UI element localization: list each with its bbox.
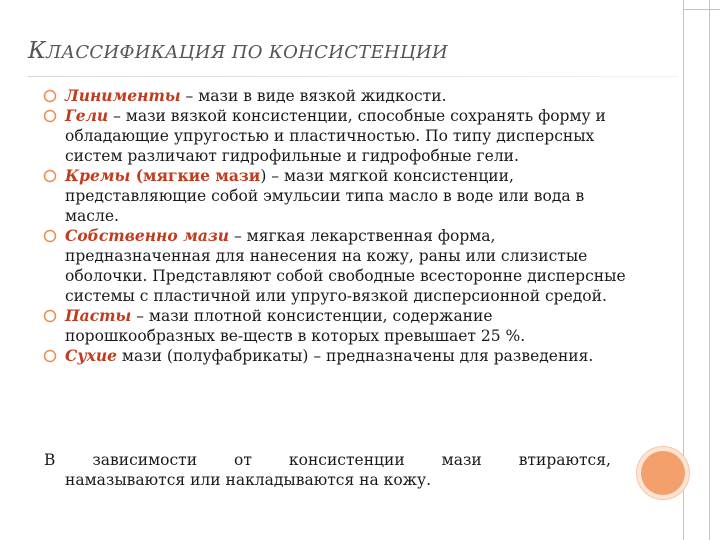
bullet-circle-icon: [43, 89, 57, 103]
term-soft-ointments: (мягкие мази: [130, 166, 261, 185]
list-item: [44, 166, 634, 226]
closing-word: втираются,: [518, 451, 611, 469]
item-text: – мази в виде вязкой жидкости.: [180, 87, 447, 105]
list-item: [44, 106, 634, 166]
term-dry: Сухие: [65, 346, 117, 365]
term-ointments-proper: Собственно мази: [65, 226, 230, 245]
list-item: [44, 306, 634, 346]
closing-word: В: [44, 451, 56, 469]
list-item: [44, 86, 634, 106]
closing-line-2: намазываются или накладываются на кожу.: [65, 471, 431, 489]
title-rest: ЛАССИФИКАЦИЯ ПО КОНСИСТЕНЦИИ: [46, 42, 448, 63]
item-text: мази (полуфабрикаты) – предназначены для разведения.: [116, 347, 594, 365]
closing-line-1: [44, 450, 611, 470]
title-first-letter: К: [28, 38, 47, 64]
bullet-circle-icon: [43, 169, 57, 183]
item-text: ) – мази мягкой консистенции, представляющие собой эмульсии типа масло в воде или вода в масле.: [65, 167, 585, 225]
term-creams: Кремы: [65, 166, 131, 185]
decorative-circle: [641, 451, 685, 495]
item-text: – мази вязкой консистенции, способные сохранять форму и обладающие упругостью и пластичностью. По типу дисперсных систем различают гидрофильные и гидрофобные гели.: [65, 107, 606, 165]
bullet-circle-icon: [43, 229, 57, 243]
title-underline: [28, 76, 678, 77]
closing-word: зависимости: [92, 451, 198, 469]
closing-word: от: [234, 451, 252, 469]
frame-line-top: [683, 9, 720, 10]
term-liniments: Линименты: [65, 86, 181, 105]
list-item: [44, 226, 634, 306]
bullet-circle-icon: [43, 109, 57, 123]
classification-list: [44, 86, 634, 366]
frame-line-right: [709, 0, 710, 540]
frame-line-left: [683, 0, 684, 540]
term-pastes: Пасты: [65, 306, 132, 325]
term-gels: Гели: [65, 106, 109, 125]
item-text: – мази плотной консистенции, содержание порошкообразных ве-ществ в которых превышает 25 %.: [65, 307, 526, 345]
bullet-circle-icon: [43, 309, 57, 323]
closing-word: мази: [441, 451, 482, 469]
closing-word: консистенции: [288, 451, 405, 469]
bullet-circle-icon: [43, 349, 57, 363]
list-item: [44, 346, 634, 366]
slide-title: [28, 38, 448, 64]
item-text: – мягкая лекарственная форма, предназначенная для нанесения на кожу, раны или слизистые оболочки. Представляют собой свободные всесторонне дисперсные системы с пластичной или упруго-вязкой дисперсионной средой.: [65, 227, 626, 305]
closing-paragraph: [44, 450, 611, 490]
